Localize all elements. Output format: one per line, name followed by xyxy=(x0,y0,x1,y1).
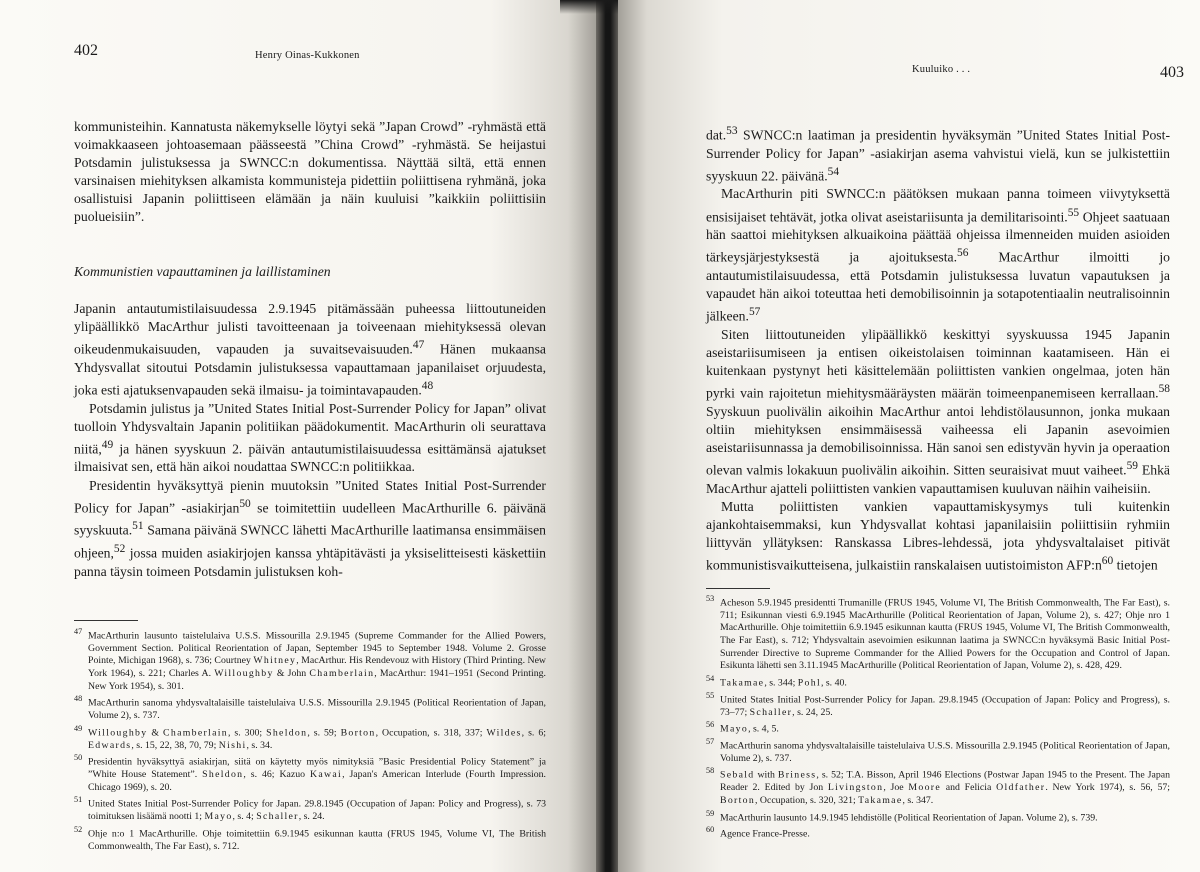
footnote-number: 48 xyxy=(74,694,83,704)
body-text xyxy=(706,122,1170,575)
paragraph: MacArthurin piti SWNCC:n päätöksen mukaan panna toimeen viivytyksettä ensisijaiset tehtävät, jotka olivat aseistariisunta ja demilitarisointi.$^{55}$ Ohjeet saatuaan hän saattoi miehityksen alkuaikoina päättää ohjeissa ilmenneiden muiden asioiden tärkeysjärjestyksestä ja ajoituksesta.$^{56}$ MacArthur ilmoitti jo antautumistilaisuudessa, että Potsdamin julistuksessa luvatun vapautuksen ja vapaudet hän aikoi toteuttaa heti demobilisoinnin ja sotapotentiaalin neutralisoinnin jälkeen.$^{57}$ xyxy=(706,186,1171,324)
footnote-number: 57 xyxy=(706,737,715,746)
page-number: 402 xyxy=(74,42,98,59)
footnote: $^{47}$ MacArthurin lausunto taistelulaiva U.S.S. Missourilla 2.9.1945 (Supreme Commander for the Allied Powers, Government Section. Political Reorientation of Japan, September 1945 to September 1948. Volume 2. Grosse Pointe, Michigan 1968), s. 736; Courtney Whitney, MacArthur. His Rendevouz with History (Third Printing. New York 1964), s. 221; Charles A. Willoughby & John Chamberlain, MacArthur: 1941–1951 (Second Printing. New York 1954), s. 301. xyxy=(74,627,546,692)
footnote-number: 53 xyxy=(706,594,715,603)
footnote-number: 52 xyxy=(74,824,83,834)
footnote: $^{53}$ Acheson 5.9.1945 presidentti Trumanille (FRUS 1945, Volume VI, The British Commonwealth, The Far East), s. 711; Esikunnan viesti 6.9.1945 MacArthurille (Political Reorientation of Japan, Volume 2), s. 427; Ohje nro 1 MacArthurille. Ohje toimitettiin 6.9.1945 esikunnan kautta (FRUS 1945, Volume VI, The British Commonwealth, The Far East), s. 712; Yhdysvaltain asevoimien esikunnan laatima ja SWNCC:n hyväksymä Basic Initial Post-Surrender Directive to Supreme Commander for the Allied Powers for the Occupation and Control of Japan. Esikunta lähetti sen 3.11.1945 MacArthurille (Political Reorientation of Japan, Volume 2), s. 428, 429. xyxy=(706,594,1170,672)
footnotes xyxy=(706,593,1170,841)
footnote: $^{48}$ MacArthurin sanoma yhdysvaltalaisille taistelulaiva U.S.S. Missourilla 2.9.1945 (Political Reorientation of Japan, Volume 2), s. 737. xyxy=(74,694,546,722)
footnote: $^{60}$ Agence France-Presse. xyxy=(706,825,810,840)
right-page xyxy=(618,0,1200,872)
footnote: $^{55}$ United States Initial Post-Surrender Policy for Japan. 29.8.1945 (Occupation of Japan: Policy and Progress), s. 73–77; Schaller, s. 24, 25. xyxy=(706,690,1170,718)
footnotes xyxy=(74,626,546,853)
footnote: $^{54}$ Takamae, s. 344; Pohl, s. 40. xyxy=(706,673,847,689)
footnote-ref: 52 xyxy=(113,542,126,555)
paragraph: Mutta poliittisten vankien vapauttamiskysymys tuli kuitenkin ajankohtaisemmaksi, kun Yhdysvallat kohtasi japanilaisiin poliittisiin ryhmiin liittyvän yllätyksen: Ranskassa Libres-lehdessä, jota yhdysvaltalaiset pitivät kommunistisvaikutteisena, julkaistiin ranskalaisen uutistoimiston $AFP:n^{60}$ tietojen xyxy=(706,498,1170,573)
footnote-number: 60 xyxy=(706,825,715,835)
footnote-ref: 56 xyxy=(957,247,969,260)
footnote: $^{59}$ MacArthurin lausunto 14.9.1945 lehdistölle (Political Reorientation of Japan. Volume 2), s. 739. xyxy=(706,808,1098,823)
footnote-ref: 51 xyxy=(132,520,144,533)
footnote-rule xyxy=(74,620,138,621)
page-number: 403 xyxy=(1160,64,1184,81)
footnote-ref: 58 xyxy=(1158,383,1170,396)
footnote-ref: 48 xyxy=(421,379,434,392)
section-heading: Kommunistien vapauttaminen ja laillistaminen xyxy=(74,264,331,279)
footnote-ref: 54 xyxy=(827,165,840,178)
footnote-number: 55 xyxy=(706,690,715,700)
footnote-number: 51 xyxy=(74,795,83,805)
footnote-number: 58 xyxy=(706,766,715,776)
footnote: $^{49}$ Willoughby & Chamberlain, s. 300; Sheldon, s. 59; Borton, Occupation, s. 318, 337; Wildes, s. 6; Edwards, s. 15, 22, 38, 70, 79; Nishi, s. 34. xyxy=(74,723,546,751)
footnote-ref: 59 xyxy=(1126,459,1138,472)
paragraph: Siten liittoutuneiden ylipäällikkö keskittyi syyskuussa 1945 Japanin aseistariisumiseen ja entisen oikeistolaisen toiminnan kaatamiseen. Hän ei kuitenkaan pystynyt heti käsittelemään poliittisten vankien ongelmaa, joten hän pyrki vain rajoitetun miehitysmääräysten määrän toimeenpanemiseen kerrallaan.$^{58}$ Syyskuun puolivälin aikoihin MacArthur antoi lehdistölausunnon, jonka mukaan oltiin miehityksen ensimmäisessä vaiheessa eli Japanin asevoimien aseistariisunnassa ja demobilisoinnissa. Hän sanoi sen edistyvän hyvin ja operaation olevan valmis lokakuun puolivälin aikoihin. Sitten seuraisivat muut vaiheet.$^{59}$ Ehkä MacArthur ajatteli poliittisten vankien vapauttamisen kuuluvan näihin vaiheisiin. xyxy=(706,326,1171,496)
left-page xyxy=(0,0,598,872)
footnote-rule xyxy=(706,588,770,589)
paragraph: Japanin antautumistilaisuudessa 2.9.1945 pitämässään puheessa liittoutuneiden ylipäällikkö MacArthur julisti tavoitteenaan ja toiveenaan miehityksessä olevan oikeudenmukaisuuden, vapauden ja suvaitsevaisuuden.$^{47}$ Hänen mukaansa Yhdysvallat sitoutui Potsdamin julistuksessa vapauttamaan japanilaiset orjuudesta, joka esti ajatuksenvapauden sekä ilmaisu- ja toimintavapauden.$^{48}$ xyxy=(74,301,546,398)
footnote: $^{50}$ Presidentin hyväksyttyä asiakirjan, siitä on käytetty myös nimityksiä ”Basic Presidential Policy Statement” ja ”White House Statement”. Sheldon, s. 46; Kazuo Kawai, Japan's American Interlude (Fourth Impression. Chicago 1969), s. 20. xyxy=(74,753,546,793)
footnote-ref: 49 xyxy=(101,438,114,451)
footnote-number: 47 xyxy=(74,627,83,636)
book-gutter xyxy=(596,0,620,872)
footnote: $^{57}$ MacArthurin sanoma yhdysvaltalaisille taistelulaiva U.S.S. Missourilla 2.9.1945 (Political Reorientation of Japan, Volume 2), s. 737. xyxy=(706,737,1170,764)
footnote-number: 49 xyxy=(74,723,83,733)
running-head: Henry Oinas-Kukkonen xyxy=(255,50,360,61)
footnote-ref: 55 xyxy=(1067,206,1080,219)
footnote-ref: 47 xyxy=(412,339,425,352)
paragraph: dat.$^{53}$ SWNCC:n laatiman ja presidentin hyväksymän ”United States Initial Post-Surrender Policy for Japan” -asiakirjan asema vahvistui vielä, kun se julkistettiin syyskuun 22. päivänä.$^{54}$ xyxy=(706,125,1170,184)
footnote: $^{56}$ Mayo, s. 4, 5. xyxy=(706,720,779,735)
running-head: Kuuluiko . . . xyxy=(912,64,971,75)
footnote: $^{52}$ Ohje n:o 1 MacArthurille. Ohje toimitettiin 6.9.1945 esikunnan kautta (FRUS 1945, Volume VI, The British Commonwealth, The Far East), s. 712. xyxy=(74,824,546,852)
footnote-ref: 60 xyxy=(1101,555,1114,567)
footnote-number: 50 xyxy=(74,753,83,763)
paragraph: kommunisteihin. Kannatusta näkemykselle löytyi sekä ”Japan Crowd” -ryhmästä että voimakkaaseen johtoasemaan päässeestä ”China Crowd” -ryhmästä. Se heijastui Potsdamin julistuksessa ja SWNCC:n dokumentissa. Näyttää siltä, että ennen varsinaisen miehityksen alkamista kommunisteja pidettiin poliittisena ryhmänä, joka osallistuisi Japanin poliittiseen elämään ja näin kuuluisi ”kaikkiin poliittisiin puolueisiin”. xyxy=(74,119,546,225)
paragraph: Presidentin hyväksyttyä pienin muutoksin ”United States Initial Post-Surrender Policy for Japan” -asiakirjan$^{50}$ se toimitettiin uudelleen MacArthurille 6. päivänä syyskuuta.$^{51}$ Samana päivänä SWNCC lähetti MacArthurille laatimansa ensimmäisen ohjeen,$^{52}$ jossa muiden asiakirjojen kanssa yhtäpitävästi ja yksiselitteisesti käskettiin panna täysin toimeen Potsdamin julistuksen koh- xyxy=(74,477,546,579)
footnote-number: 54 xyxy=(706,673,715,683)
footnote-ref: 57 xyxy=(748,306,761,319)
body-text xyxy=(74,300,546,581)
footnote-number: 59 xyxy=(706,808,715,818)
paragraph: Potsdamin julistus ja ”United States Initial Post-Surrender Policy for Japan” olivat tuolloin Yhdysvaltain Japanin politiikan päädokumentit. MacArthurin oli seurattava niitä,$^{49}$ ja hänen syyskuun 2. päivän antautumistilaisuudessa esittämänsä ajatukset ilmaisivat sen, että hän aikoi noudattaa SWNCC:n politiikkaa. xyxy=(74,400,546,475)
footnote: $^{58}$ Sebald with Briness, s. 52; T.A. Bisson, April 1946 Elections (Postwar Japan 1945 to the Present. The Japan Reader 2. Edited by Jon Livingston, Joe Moore and Felicia Oldfather. New York 1974), s. 56, 57; Borton, Occupation, s. 320, 321; Takamae, s. 347. xyxy=(706,766,1170,806)
footnote: $^{51}$ United States Initial Post-Surrender Policy for Japan. 29.8.1945 (Occupation of Japan: Policy and Progress), s. 73 toimituksen lisäämä nootti 1; Mayo, s. 4; Schaller, s. 24. xyxy=(74,795,546,823)
footnote-ref: 50 xyxy=(239,497,251,510)
footnote-ref: 53 xyxy=(726,125,738,137)
footnote-number: 56 xyxy=(706,720,715,730)
